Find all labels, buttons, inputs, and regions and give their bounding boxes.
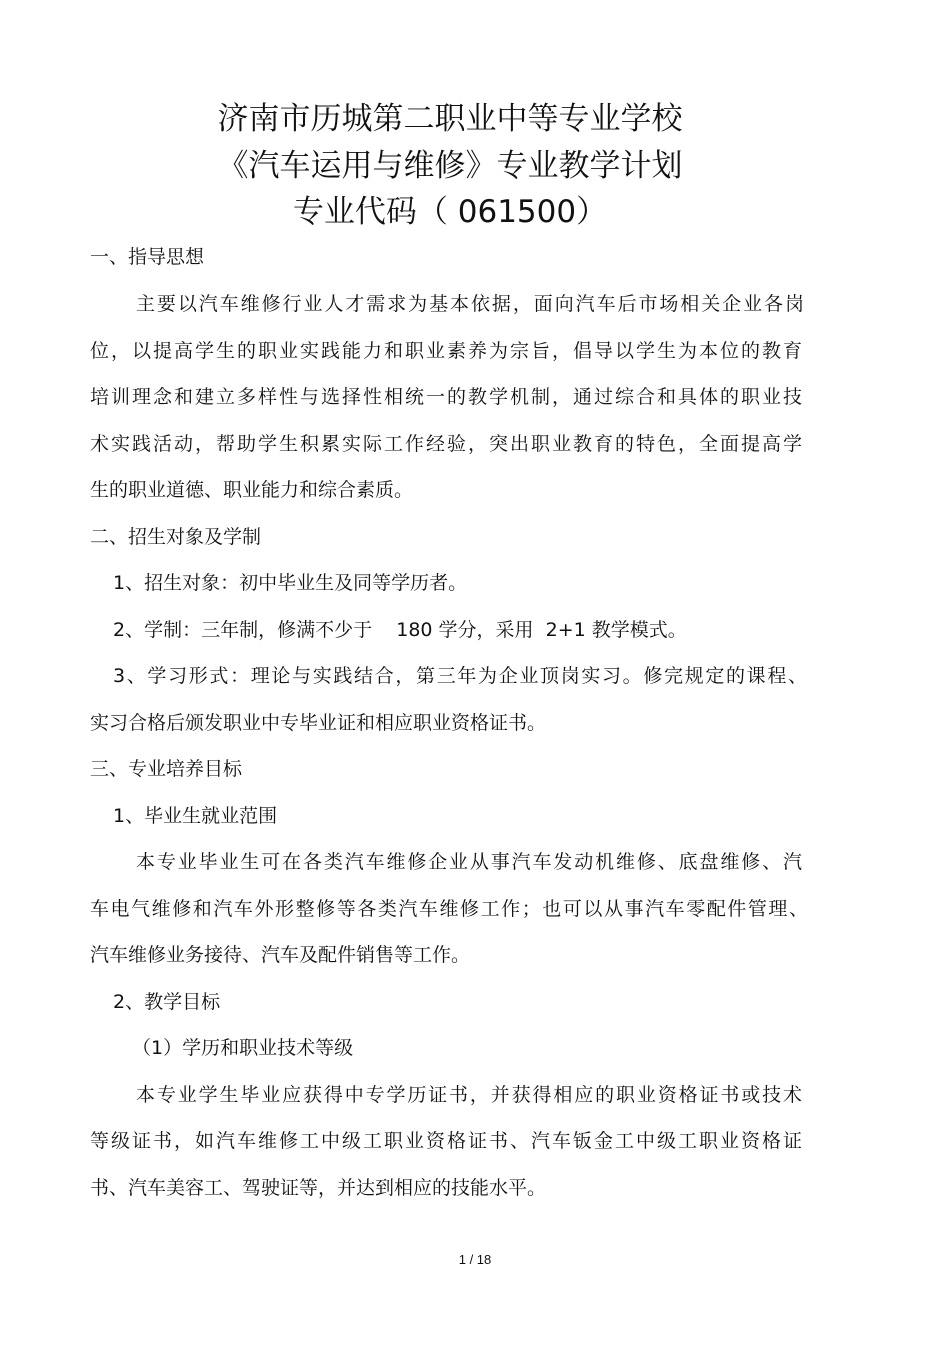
subheading-education-level: （1）学历和职业技术等级 [132,1037,354,1059]
subheading-teaching-goals: 2、教学目标 [113,991,221,1013]
paragraph-line: 实习合格后颁发职业中专毕业证和相应职业资格证书。 [90,712,547,734]
plan-title: 《汽车运用与维修》专业教学计划 [217,148,683,184]
section-heading-enrollment: 二、招生对象及学制 [90,526,262,548]
list-item-enrollment-target: 1、招生对象：初中毕业生及同等学历者。 [113,572,468,594]
paragraph-line: 主要以汽车维修行业人才需求为基本依据，面向汽车后市场相关企业各岗 [136,293,804,315]
paragraph-line: 术实践活动，帮助学生积累实际工作经验，突出职业教育的特色，全面提高学 [90,433,802,455]
paragraph-line: 汽车维修业务接待、汽车及配件销售等工作。 [90,944,471,966]
paragraph-line: 位，以提高学生的职业实践能力和职业素养为宗旨，倡导以学生为本位的教育 [90,340,802,362]
list-item-duration: 2、学制：三年制，修满不少于 180 学分，采用 2+1 教学模式。 [113,619,687,641]
school-name-title: 济南市历城第二职业中等专业学校 [217,101,683,137]
section-heading-guiding-ideology: 一、指导思想 [90,246,205,268]
list-item-study-format: 3、学习形式：理论与实践结合，第三年为企业顶岗实习。修完规定的课程、 [113,665,807,687]
section-heading-training-goals: 三、专业培养目标 [90,758,243,780]
subheading-employment-scope: 1、毕业生就业范围 [113,805,278,827]
major-code-title: 专业代码（ 061500） [292,194,608,230]
paragraph-line: 车电气维修和汽车外形整修等各类汽车维修工作；也可以从事汽车零配件管理、 [90,898,808,920]
paragraph-line: 培训理念和建立多样性与选择性相统一的教学机制，通过综合和具体的职业技 [90,386,802,408]
paragraph-line: 生的职业道德、职业能力和综合素质。 [90,479,414,501]
paragraph-line: 书、汽车美容工、驾驶证等，并达到相应的技能水平。 [90,1177,547,1199]
paragraph-line: 等级证书，如汽车维修工中级工职业资格证书、汽车钣金工中级工职业资格证 [90,1130,802,1152]
paragraph-line: 本专业学生毕业应获得中专学历证书，并获得相应的职业资格证书或技术 [136,1084,802,1106]
paragraph-line: 本专业毕业生可在各类汽车维修企业从事汽车发动机维修、底盘维修、汽 [136,851,802,873]
page-number: 1 / 18 [458,1252,492,1267]
